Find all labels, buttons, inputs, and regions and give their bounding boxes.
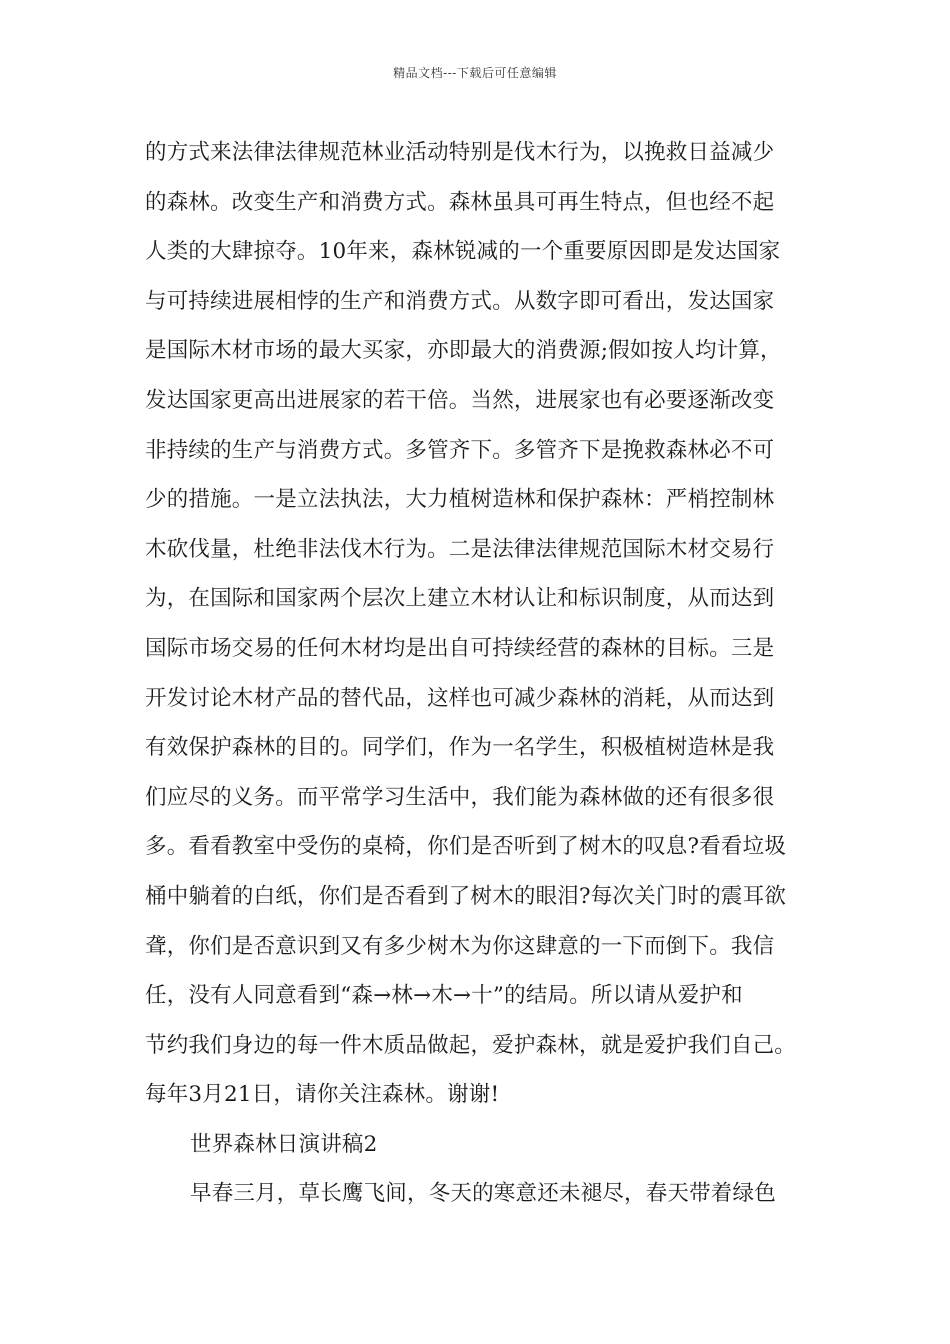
text-line: 非持续的生产与消费方式。多管齐下。多管齐下是挽救森林必不可: [145, 437, 775, 463]
text-line: 们应尽的义务。而平常学习生活中，我们能为森林做的还有很多很: [145, 784, 775, 810]
text-line: 与可持续进展相悖的生产和消费方式。从数字即可看出，发达国家: [145, 288, 775, 314]
text-line: 木砍伐量，杜绝非法伐木行为。二是法律法律规范国际木材交易行: [145, 536, 775, 562]
text-line: 聋，你们是否意识到又有多少树木为你这肆意的一下而倒下。我信: [145, 933, 775, 959]
section-title: 世界森林日演讲稿2: [190, 1131, 378, 1157]
text-line: 桶中躺着的白纸，你们是否看到了树木的眼泪?每次关门时的震耳欲: [145, 883, 787, 909]
text-line: 发达国家更高出进展家的若干倍。当然，进展家也有必要逐渐改变: [145, 387, 775, 413]
text-line: 开发讨论木材产品的替代品，这样也可减少森林的消耗，从而达到: [145, 685, 775, 711]
text-line: 每年3月21日，请你关注森林。谢谢!: [145, 1082, 500, 1108]
body-text: [145, 128, 825, 1219]
text-line: 的森林。改变生产和消费方式。森林虽具可再生特点，但也经不起: [145, 189, 775, 215]
text-line: 人类的大肆掠夺。10年来，森林锐减的一个重要原因即是发达国家: [145, 239, 781, 265]
text-line: 是国际木材市场的最大买家，亦即最大的消费源;假如按人均计算，: [145, 338, 782, 364]
text-line: 少的措施。一是立法执法，大力植树造林和保护森林：严梢控制林: [145, 487, 775, 513]
text-line: 任，没有人同意看到“森→林→木→十”的结局。所以请从爱护和: [145, 983, 743, 1009]
text-line: 国际市场交易的任何木材均是出自可持续经营的森林的目标。三是: [145, 635, 775, 661]
paragraph-start: 早春三月，草长鹰飞间，冬天的寒意还未褪尽，春天带着绿色: [190, 1181, 776, 1207]
text-line: 为，在国际和国家两个层次上建立木材认让和标识制度，从而达到: [145, 586, 775, 612]
text-line: 节约我们身边的每一件木质品做起，爱护森林，就是爱护我们自己。: [145, 1032, 797, 1058]
page-header: 精品文档---下载后可任意编辑: [393, 66, 557, 80]
text-line: 多。看看教室中受伤的桌椅，你们是否听到了树木的叹息?看看垃圾: [145, 834, 787, 860]
text-line: 有效保护森林的目的。同学们，作为一名学生，积极植树造林是我: [145, 735, 775, 761]
text-line: 的方式来法律法律规范林业活动特别是伐木行为，以挽救日益减少: [145, 140, 775, 165]
